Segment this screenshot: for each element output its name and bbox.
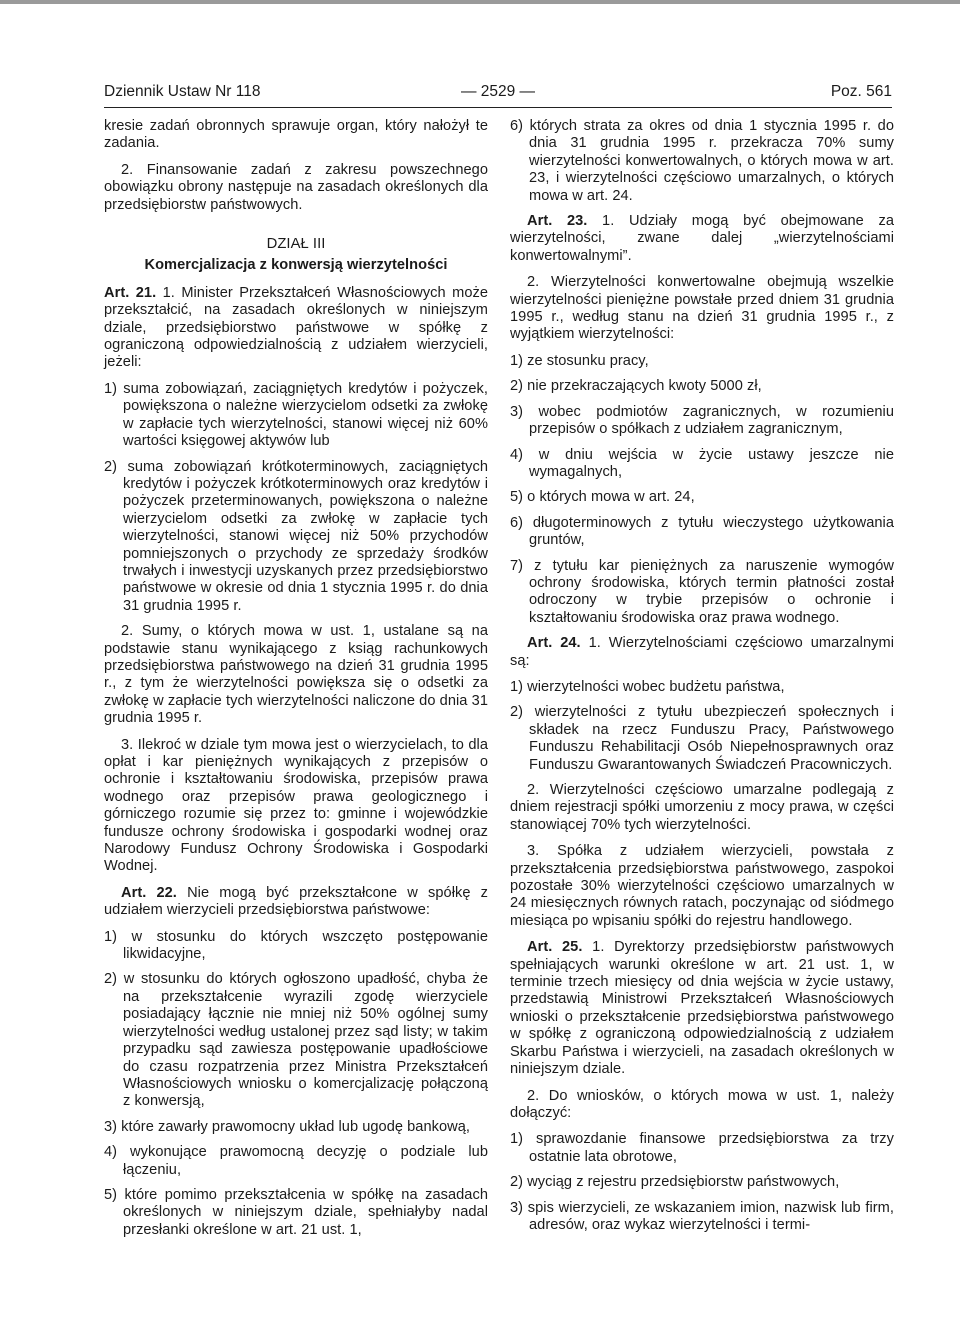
header-rule <box>104 107 892 108</box>
art22-text: Nie mogą być przekształcone w spółkę z udziałem wierzycieli przedsiębiorstwa państwowe: <box>104 884 489 919</box>
section-title: Komercjalizacja z konwersją wierzytelności <box>144 257 448 274</box>
art25-paragraph-2: 2. Do wniosków, o których mowa w ust. 1, należy dołączyć: <box>510 1087 894 1121</box>
list-item: 1) wierzytelności wobec budżetu państwa, <box>510 678 785 695</box>
list-item: 3) które zawarły prawomocny układ lub ugodę bankową, <box>104 1118 471 1135</box>
art21-paragraph <box>104 285 488 372</box>
art21-text: 1. Minister Przekształceń Własnościowych może przekształcić, na zasadach określonych w niniejszym dziale, przedsiębiorstwo państwowe w spółkę z ograniczoną odpowiedzialnością z udziałem wierzycieli, jeżeli: <box>104 284 488 371</box>
top-border <box>0 0 960 4</box>
list-item: 1) suma zobowiązań, zaciągniętych kredytów i pożyczek, powiększona o należne wierzycielom odsetki za zwłokę w zapłacie tych wierzytelności, stanowi więcej niż 60% wartości księgowej aktywów lub <box>104 380 488 450</box>
right-column <box>510 118 894 1242</box>
position-number: Poz. 561 <box>830 83 892 100</box>
list-item: 7) z tytułu kar pieniężnych za naruszenie wymogów ochrony środowiska, których termin płatności został odroczony w trybie przepisów o ochronie i kształtowaniu środowiska oraz prawa wodnego. <box>510 557 894 626</box>
list-item: 2) wyciąg z rejestru przedsiębiorstw państwowych, <box>510 1174 840 1191</box>
list-item: 1) sprawozdanie finansowe przedsiębiorstwa za trzy ostatnie lata obrotowe, <box>510 1131 894 1165</box>
art23-paragraph-2: 2. Wierzytelności konwertowalne obejmują wszelkie wierzytelności pieniężne powstałe przed dniem 31 grudnia 1995 r., według stanu na dzień 31 grudnia 1995 r., z wyjątkiem wierzytelności: <box>510 274 894 343</box>
art24-text: 1. Wierzytelnościami częściowo umarzalnymi są: <box>510 635 894 669</box>
art21-label: Art. 21. <box>104 284 157 301</box>
left-column <box>104 118 488 1247</box>
list-item: 6) których strata za okres od dnia 1 stycznia 1995 r. do dnia 31 grudnia 1995 r. przekracza 70% sumy wierzytelności konwertowalnych, o których mowa w art. 23, i wierzytelności częściowo umarzalnych, o których mowa w art. 24. <box>510 118 894 204</box>
section-label: DZIAŁ III <box>266 236 326 253</box>
list-item: 1) w stosunku do których wszczęto postępowanie likwidacyjne, <box>104 928 488 963</box>
list-item: 2) suma zobowiązań krótkoterminowych, zaciągniętych kredytów i pożyczek krótkoterminowych oraz kredytów i pożyczek przeterminowanych, powiększona o należne wierzycielom odsetki za zwłokę w zapłacie tych wierzytelności, stanowi więcej niż 50% przychodów pomniejszonych o przychody ze sprzedaży środków trwałych i inwestycji uzyskanych przez przedsiębiorstwo państwowe w okresie od dnia 1 stycznia 1995 r. do dnia 31 grudnia 1995 r. <box>104 458 488 614</box>
list-item: 4) w dniu wejścia w życie ustawy jeszcze nie wymagalnych, <box>510 446 894 480</box>
list-item: 5) które pomimo przekształcenia w spółkę na zasadach określonych w niniejszym dziale, spełniałyby nadal przesłanki określone w art. 21 ust. 1, <box>104 1186 488 1238</box>
art22-paragraph <box>104 885 488 920</box>
journal-title: Dziennik Ustaw Nr 118 <box>104 83 261 100</box>
art24-label: Art. 24. <box>527 635 581 652</box>
list-item: 2) wierzytelności z tytułu ubezpieczeń społecznych i składek na rzecz Funduszu Pracy, Państwowego Funduszu Rehabilitacji Osób Niepełnosprawnych oraz Funduszu Gwarantowanych Świadczeń Pracowniczych. <box>510 704 894 773</box>
paragraph-intro: kresie zadań obronnych sprawuje organ, który nałożył te zadania. <box>104 118 488 152</box>
list-item: 3) spis wierzycieli, ze wskazaniem imion, nazwisk lub firm, adresów, oraz wykaz wierzytelności i termi- <box>510 1199 894 1233</box>
art21-paragraph-2: 2. Sumy, o których mowa w ust. 1, ustalane są na podstawie stanu wynikającego z ksiąg rachunkowych przedsiębiorstwa państwowego na dzień 31 grudnia 1995 r., z tym że wierzytelności powiększa się o odsetki za zwłokę w zapłacie tych wierzytelności naliczone do dnia 31 grudnia 1995 r. <box>104 623 488 727</box>
page-number: — 2529 — <box>460 83 536 100</box>
paragraph-2: 2. Finansowanie zadań z zakresu powszechnego obowiązku obrony następuje na zasadach określonych dla przedsiębiorstw państwowych. <box>104 161 488 213</box>
art23-paragraph <box>510 213 894 265</box>
art21-paragraph-3: 3. Ilekroć w dziale tym mowa jest o wierzycielach, to dla opłat i kar pieniężnych wynikających z przepisów o ochronie i kształtowaniu środowiska, przepisów prawa wodnego oraz przepisów prawa geologicznego i górniczego rozumie się przez to: gminne i wojewódzkie fundusze ochrony środowiska i gospodarki wodnej oraz Narodowy Fundusz Ochrony Środowiska i Gospodarki Wodnej. <box>104 736 488 875</box>
art25-text: 1. Dyrektorzy przedsiębiorstw państwowych spełniających warunki określone w art. 21 ust. 1, w terminie trzech miesięcy od dnia wejścia w życie ustawy, przedstawią Ministrowi Przekształceń Własnościowych wnioski o przekształcenie przedsiębiorstwa państwowego w spółkę z ograniczoną odpowiedzialnością z udziałem Skarbu Państwa i wierzycieli, na zasadach określonych w niniejszym dziale. <box>510 939 895 1078</box>
art22-label: Art. 22. <box>121 884 177 901</box>
list-item: 4) wykonujące prawomocną decyzję o podziale lub łączeniu, <box>104 1144 488 1178</box>
art25-label: Art. 25. <box>527 939 583 956</box>
art24-paragraph-3: 3. Spółka z udziałem wierzycieli, powstała z przekształcenia przedsiębiorstwa państwowego, zaspokoi pozostałe 30% wierzytelności częściowo umarzalnych w 24 miesięcznych równych ratach, poczynając od siódmego miesiąca po wpisaniu spółki do rejestru handlowego. <box>510 843 894 929</box>
art23-text: 1. Udziały mogą być obejmowane za wierzytelności, zwane dalej „wierzytelnościami konwertowalnymi”. <box>510 213 894 264</box>
list-item: 5) o których mowa w art. 24, <box>510 489 695 506</box>
list-item: 6) długoterminowych z tytułu wieczystego użytkowania gruntów, <box>510 514 894 549</box>
art23-label: Art. 23. <box>527 213 588 230</box>
art24-paragraph <box>510 635 894 670</box>
art24-paragraph-2: 2. Wierzytelności częściowo umarzalne podlegają z dniem rejestracji spółki umorzeniu z mocy prawa, w części stanowiącej 70% tych wierzytelności. <box>510 782 894 833</box>
list-item: 2) nie przekraczających kwoty 5000 zł, <box>510 378 762 395</box>
list-item: 3) wobec podmiotów zagranicznych, w rozumieniu przepisów o spółkach z udziałem zagranicznym, <box>510 403 894 438</box>
page-header <box>104 82 892 102</box>
list-item: 1) ze stosunku pracy, <box>510 352 649 369</box>
list-item: 2) w stosunku do których ogłoszono upadłość, chyba że na przekształcenie wyrazili zgodę wierzyciele posiadający łącznie nie mniej niż 50% ogólnej sumy wierzytelności według ustalonej przez sąd listy; w takim przypadku sąd zawiesza postępowanie upadłościowe do czasu rozpatrzenia przez Ministra Przekształceń Własnościowych wniosku o komercjalizację połączoną z konwersją, <box>104 971 488 1110</box>
art25-paragraph <box>510 939 894 1078</box>
